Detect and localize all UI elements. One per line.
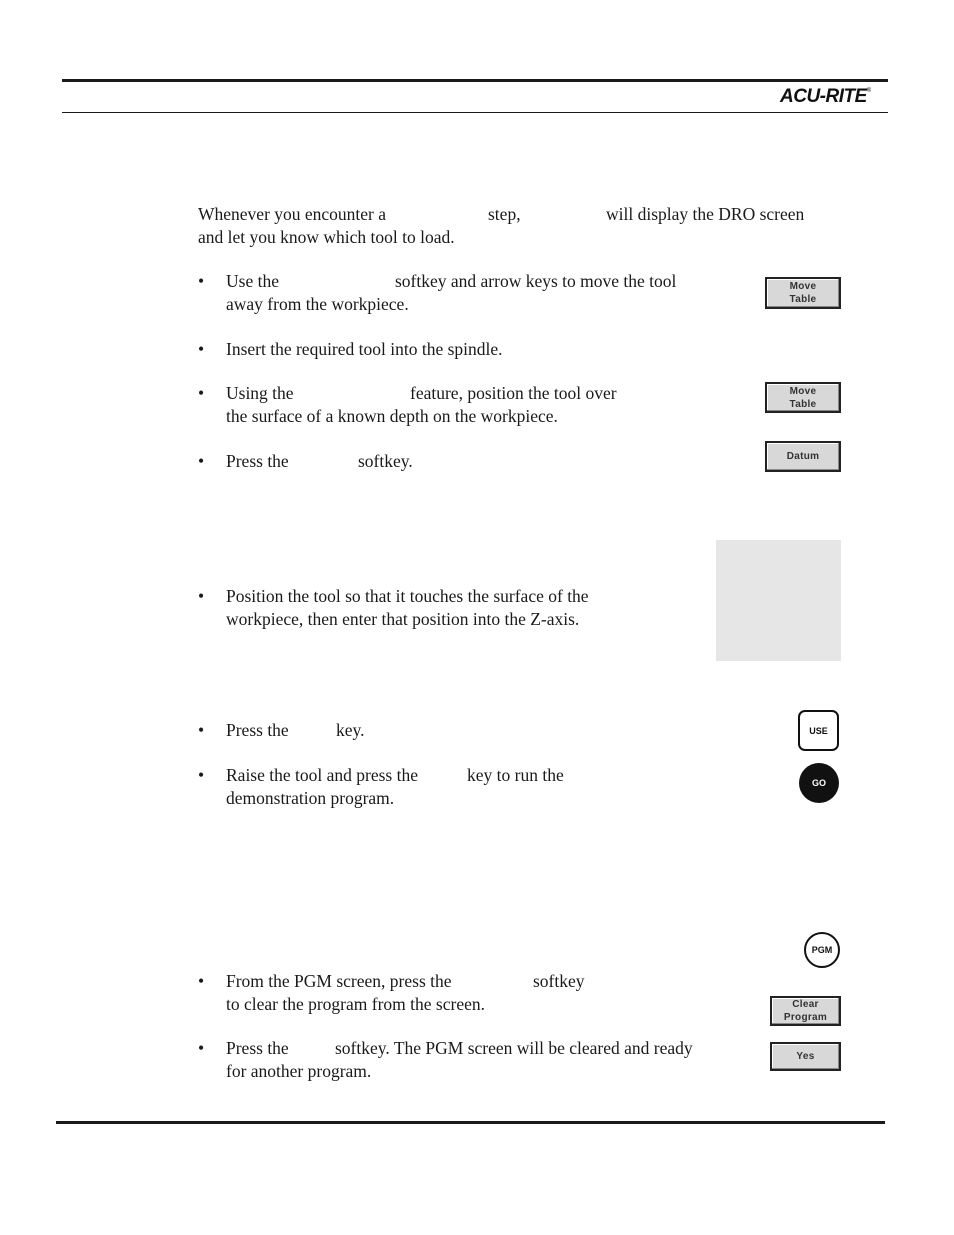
acu-rite-logo: ACU-RITE® bbox=[780, 86, 871, 107]
intro-line-1-b: step, bbox=[488, 204, 521, 224]
intro-line-2: and let you know which tool to load. bbox=[198, 227, 455, 247]
intro-line-1-a: Whenever you encounter a bbox=[198, 204, 387, 224]
gray-panel bbox=[716, 540, 841, 661]
header-rule bbox=[62, 79, 888, 82]
use-key[interactable]: USE bbox=[798, 710, 839, 751]
datum-softkey[interactable]: Datum bbox=[765, 441, 841, 472]
intro-line-1-c: will display the DRO screen bbox=[606, 204, 805, 224]
pgm-key[interactable]: PGM bbox=[804, 932, 840, 968]
clear-program-softkey[interactable]: Clear Program bbox=[770, 996, 841, 1026]
yes-softkey[interactable]: Yes bbox=[770, 1042, 841, 1071]
move-table-softkey[interactable]: Move Table bbox=[765, 277, 841, 309]
move-table-softkey[interactable]: Move Table bbox=[765, 382, 841, 413]
header-subrule bbox=[62, 112, 888, 113]
footer-rule bbox=[56, 1121, 885, 1124]
go-key[interactable]: GO bbox=[799, 763, 839, 803]
